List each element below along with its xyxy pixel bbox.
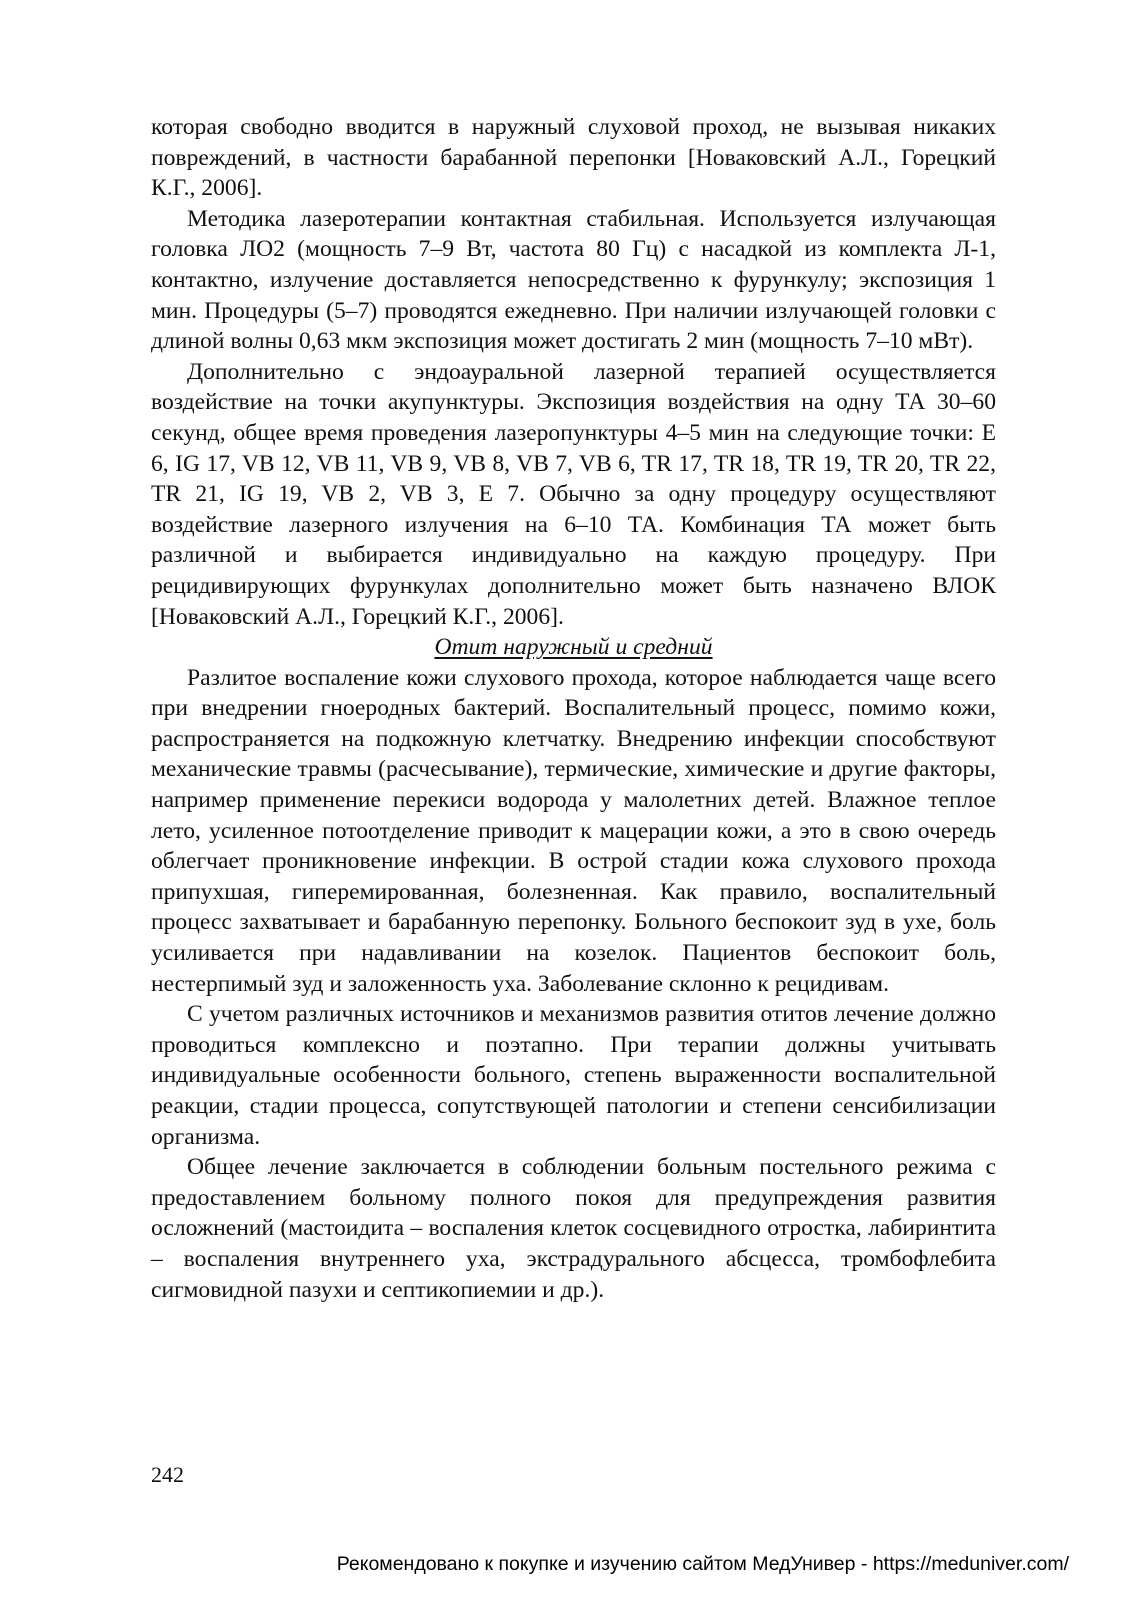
page-body (151, 112, 996, 1305)
paragraph-treatment-approach: С учетом различных источников и механизмов развития отитов лечение должно проводиться комплексно и поэтапно. При терапии должны учитывать индивидуальные особенности больного, степень выраженности воспалительной реакции, стадии процесса, сопутствующей патологии и степени сенсибилизации организма. (151, 1001, 996, 1150)
paragraph-acupuncture: Дополнительно с эндоауральной лазерной терапией осуществляется воздействие на точки акупунктуры. Экспозиция воздействия на одну ТА 30–60 секунд, общее время проведения лазеропунктуры 4–5 мин на следующие точки: E 6, IG 17, VB 12, VB 11, VB 9, VB 8, VB 7, VB 6, TR 17, TR 18, TR 19, TR 20, TR 22, TR 21, IG 19, VB 2, VB 3, E 7. Обычно за одну процедуру осуществляют воздействие лазерного излучения на 6–10 ТА. Комбинация ТА может быть различной и выбирается индивидуально на каждую процедуру. При рецидивирующих фурункулах дополнительно может быть назначено ВЛОК [Новаковский А.Л., Горецкий К.Г., 2006]. (151, 358, 996, 630)
paragraph-otitis-description: Разлитое воспаление кожи слухового прохода, которое наблюдается чаще всего при внедрении гноеродных бактерий. Воспалительный процесс, помимо кожи, распространяется на подкожную клетчатку. Внедрению инфекции способствуют механические травмы (расчесывание), термические, химические и другие факторы, например применение перекиси водорода у малолетних детей. Влажное теплое лето, усиленное потоотделение приводит к мацерации кожи, а это в свою очередь облегчает проникновение инфекции. В острой стадии кожа слухового прохода припухшая, гиперемированная, болезненная. Как правило, воспалительный процесс захватывает и барабанную перепонку. Больного беспокоит зуд в ухе, боль усиливается при надавливании на козелок. Пациентов беспокоит боль, нестерпимый зуд и заложенность уха. Заболевание склонно к рецидивам. (151, 664, 996, 997)
page-number: 242 (151, 1462, 184, 1487)
section-subheading: Отит наружный и средний (434, 634, 713, 661)
paragraph-continuation: которая свободно вводится в наружный слуховой проход, не вызывая никаких повреждений, в частности барабанной перепонки [Новаковский А.Л., Горецкий К.Г., 2006]. (151, 114, 996, 202)
footer-link[interactable]: Рекомендовано к покупке и изучению сайтом МедУнивер - https://meduniver.com/ (336, 1553, 1069, 1575)
paragraph-laser-method: Методика лазеротерапии контактная стабильная. Используется излучающая головка ЛО2 (мощность 7–9 Вт, частота 80 Гц) с насадкой из комплекта Л-1, контактно, излучение доставляется непосредственно к фурункулу; экспозиция 1 мин. Процедуры (5–7) проводятся ежедневно. При наличии излучающей головки с длиной волны 0,63 мкм экспозиция может достигать 2 мин (мощность 7–10 мВт). (151, 205, 996, 355)
paragraph-general-treatment: Общее лечение заключается в соблюдении больным постельного режима с предоставлением больному полного покоя для предупреждения развития осложнений (мастоидита – воспаления клеток сосцевидного отростка, лабиринтита – воспаления внутреннего уха, экстрадурального абсцесса, тромбофлебита сигмовидной пазухи и септикопиемии и др.). (151, 1154, 996, 1303)
